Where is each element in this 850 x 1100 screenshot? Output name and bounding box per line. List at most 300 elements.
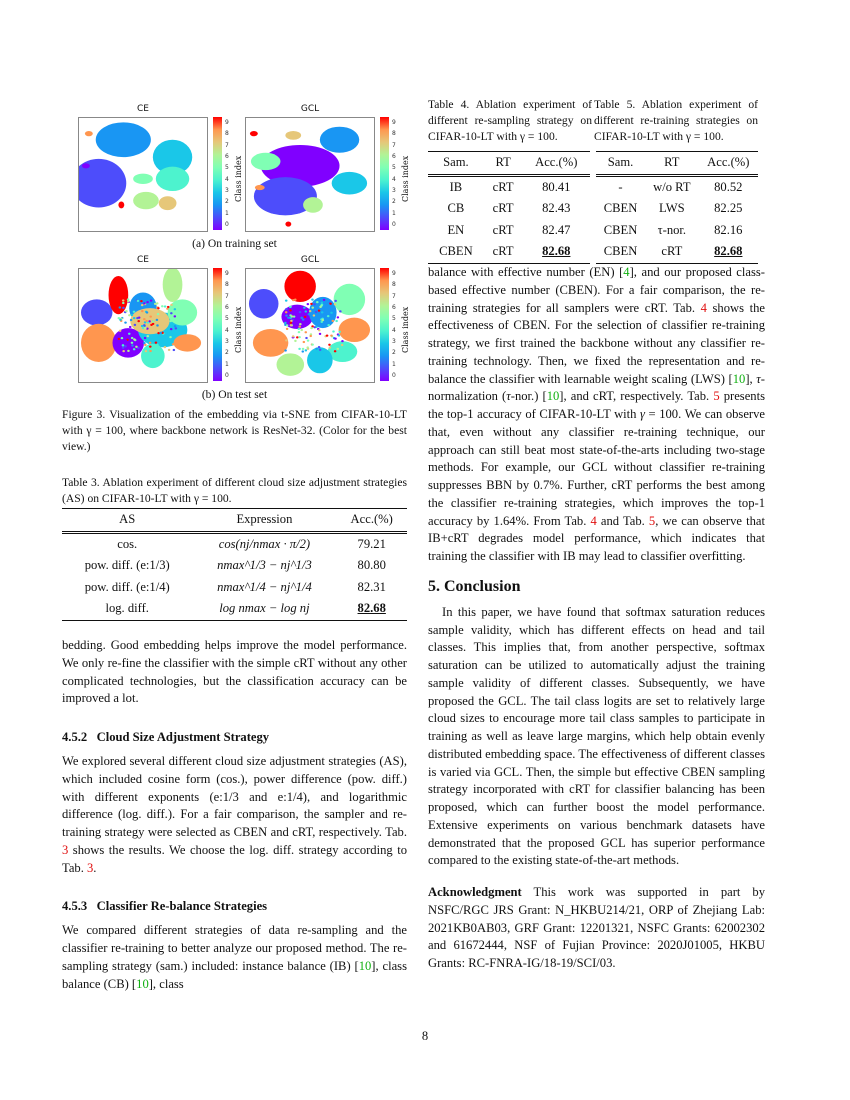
figure-3-caption: Figure 3. Visualization of the embedding via t-SNE from CIFAR-10-LT with γ = 100, where backbone network is ResNet-32. (Color for the best view.) xyxy=(62,408,407,454)
scatter-point xyxy=(309,335,312,337)
scatter-point xyxy=(149,350,152,352)
table-ref-link[interactable]: 3 xyxy=(87,860,94,875)
plot-title: GCL xyxy=(300,255,320,265)
subcaption-a: (a) On training set xyxy=(192,237,277,250)
class-cluster xyxy=(249,289,279,319)
citation-link[interactable]: 10 xyxy=(546,389,560,404)
scatter-point xyxy=(119,319,122,321)
cell-acc: 80.80 xyxy=(357,558,386,573)
scatter-point xyxy=(172,343,175,345)
scatter-point xyxy=(136,317,139,319)
citation-link[interactable]: 10 xyxy=(732,371,746,386)
class-cluster xyxy=(156,167,189,191)
scatter-point xyxy=(334,300,337,302)
scatter-point xyxy=(305,349,308,351)
scatter-point xyxy=(125,310,128,312)
scatter-point xyxy=(156,324,159,326)
scatter-point xyxy=(286,324,289,326)
scatter-point xyxy=(285,314,288,316)
plot-title: CE xyxy=(137,104,149,114)
scatter-point xyxy=(130,319,133,321)
scatter-point xyxy=(337,316,340,318)
scatter-point xyxy=(134,324,137,326)
scatter-point xyxy=(171,334,174,336)
scatter-point xyxy=(143,302,146,304)
class-cluster xyxy=(81,324,116,362)
colorbar-tick: 2 xyxy=(225,349,229,357)
scatter-point xyxy=(124,345,127,347)
scatter-point xyxy=(319,349,322,351)
colorbar-tick: 4 xyxy=(392,326,396,334)
table-header: Sam. xyxy=(443,155,469,170)
colorbar-tick: 0 xyxy=(225,220,229,228)
scatter-point xyxy=(341,344,344,346)
scatter-point xyxy=(154,303,157,305)
table-4 xyxy=(428,151,590,264)
right-column-text xyxy=(428,264,765,973)
class-cluster xyxy=(118,201,124,208)
scatter-point xyxy=(311,306,314,308)
scatter-point xyxy=(152,323,155,325)
scatter-point xyxy=(326,334,329,336)
scatter-point xyxy=(341,330,344,332)
table-cell: 82.68 xyxy=(542,244,571,259)
scatter-point xyxy=(157,332,160,334)
scatter-point xyxy=(310,303,313,305)
text-run: . xyxy=(93,860,97,875)
scatter-point xyxy=(335,320,338,322)
scatter-point xyxy=(334,337,337,339)
class-cluster xyxy=(334,284,366,315)
scatter-point xyxy=(332,330,335,332)
table-cell: 80.52 xyxy=(714,179,743,194)
colorbar-tick: 0 xyxy=(225,371,229,379)
scatter-point xyxy=(297,328,300,330)
table-cell: CBEN xyxy=(439,244,473,259)
scatter-point xyxy=(159,332,162,334)
table-row xyxy=(62,555,407,577)
scatter-point xyxy=(302,318,305,320)
colorbar-tick: 3 xyxy=(392,337,396,345)
class-cluster xyxy=(174,334,202,351)
colorbar-tick: 7 xyxy=(392,292,396,300)
scatter-point xyxy=(290,324,293,326)
scatter-point xyxy=(313,303,316,305)
table-3-header: Expression xyxy=(236,512,293,527)
scatter-point xyxy=(122,347,125,349)
colorbar-tick: 0 xyxy=(392,220,396,228)
colorbar-tick: 4 xyxy=(225,175,229,183)
class-cluster xyxy=(133,174,153,184)
scatter-point xyxy=(330,334,333,336)
scatter-point xyxy=(299,311,302,313)
scatter-point xyxy=(137,300,140,302)
scatter-point xyxy=(122,299,125,301)
scatter-point xyxy=(306,346,309,348)
scatter-point xyxy=(315,311,318,313)
scatter-point xyxy=(170,312,173,314)
section-heading-conclusion: 5. Conclusion xyxy=(428,577,521,595)
class-cluster xyxy=(85,131,93,136)
colorbar-tick: 8 xyxy=(225,130,229,138)
scatter-point xyxy=(329,303,332,305)
scatter-point xyxy=(285,339,288,341)
text-run: γ xyxy=(640,407,645,421)
citation-link[interactable]: 10 xyxy=(358,958,372,973)
table-4-caption: Table 4. Ablation experiment of different re-sampling strategy on CIFAR-10-LT with γ = 100. xyxy=(428,98,592,144)
text-run: ], class balance (CB) [ xyxy=(62,958,407,991)
scatter-point xyxy=(153,319,156,321)
scatter-point xyxy=(319,333,322,335)
scatter-point xyxy=(174,315,177,317)
cell-expression: log nmax − log nj xyxy=(219,601,310,616)
colorbar-tick: 8 xyxy=(392,130,396,138)
colorbar xyxy=(380,117,389,230)
table-ref-link[interactable]: 4 xyxy=(700,300,707,315)
table-cell: IB xyxy=(449,179,463,194)
scatter-point xyxy=(318,329,321,331)
scatter-point xyxy=(292,335,295,337)
scatter-point xyxy=(299,323,302,325)
cell-as: pow. diff. (e:1/3) xyxy=(84,558,170,573)
table-cell: CB xyxy=(447,201,465,216)
scatter-point xyxy=(147,321,150,323)
tsne-scatter-plot xyxy=(245,268,375,383)
text-run: bedding. Good embedding helps improve the model performance. We only re-fine the classifier with the simple cRT without any other complicated technologies, but the classification accuracy can be improved a lot. xyxy=(62,638,407,706)
scatter-point xyxy=(133,348,136,350)
table-3-caption: Table 3. Ablation experiment of different cloud size adjustment strategies (AS) on CIFAR-10-LT with γ = 100. xyxy=(62,476,407,506)
colorbar-tick: 4 xyxy=(392,175,396,183)
colorbar-tick: 9 xyxy=(225,270,229,278)
scatter-point xyxy=(302,348,305,350)
scatter-point xyxy=(338,331,341,333)
scatter-point xyxy=(174,325,177,327)
plot-title: GCL xyxy=(300,104,320,114)
scatter-point xyxy=(304,331,307,333)
paragraph xyxy=(62,637,407,708)
scatter-point xyxy=(327,315,330,317)
scatter-point xyxy=(122,350,125,352)
table-row xyxy=(62,598,407,620)
scatter-point xyxy=(155,342,158,344)
colorbar xyxy=(213,117,222,230)
text-run: In this paper, we have found that softmax saturation reduces sample validity, which has different effects on head and tail classes. This implies that, from another perspective, softmax saturation can be utilized to automatically adjust the training sample validity of different classes. Subsequently, we have proposed the GCL. The tail class logits are set to relatively large cloud sizes to encourage more tail class samples to participate in training as well as leave large margins, which help obtain evenly distributed embedding space. The effectiveness of different classes is varied via GCL. Then, the simple but effective CBEN sampling strategy incorporated with cRT for classifier balancing has been proposed, which can further boost the model performance. Extensive experiments on various benchmark datasets have demonstrated that the proposed GCL has superior performance compared to the existing state-of-the-art methods. xyxy=(428,604,765,868)
colorbar-tick: 5 xyxy=(392,315,396,323)
tsne-scatter-plot xyxy=(78,117,208,232)
table-ref-link[interactable]: 4 xyxy=(590,513,597,528)
scatter-point xyxy=(164,346,167,348)
scatter-point xyxy=(334,350,337,352)
subcaption-b: (b) On test set xyxy=(201,388,268,401)
table-cell: CBEN xyxy=(603,222,638,237)
scatter-point xyxy=(287,317,290,319)
scatter-point xyxy=(170,304,173,306)
colorbar-tick: 4 xyxy=(225,326,229,334)
class-cluster xyxy=(277,353,305,376)
table-header: RT xyxy=(495,155,511,170)
table-row xyxy=(62,577,407,599)
table-ref-link[interactable]: 3 xyxy=(62,842,69,857)
scatter-point xyxy=(146,301,149,303)
colorbar xyxy=(213,268,222,381)
cell-acc-best: 82.68 xyxy=(357,601,386,616)
table-cell: w/o RT xyxy=(653,179,691,194)
scatter-point xyxy=(173,349,176,351)
colorbar-tick: 6 xyxy=(225,153,229,161)
scatter-point xyxy=(131,314,134,316)
colorbar-label: Class index xyxy=(401,155,410,202)
scatter-point xyxy=(161,305,164,307)
scatter-point xyxy=(146,311,149,313)
scatter-point xyxy=(339,310,342,312)
table-cell: cRT xyxy=(492,244,514,259)
class-cluster xyxy=(253,329,288,357)
table-5 xyxy=(596,151,758,264)
table-3 xyxy=(62,508,407,621)
scatter-point xyxy=(127,300,130,302)
page-number: 8 xyxy=(421,1029,429,1043)
left-column-text xyxy=(62,637,407,993)
scatter-point xyxy=(298,326,301,328)
table-header: Acc.(%) xyxy=(707,155,750,170)
scatter-point xyxy=(290,322,293,324)
scatter-point xyxy=(287,312,290,314)
table-row xyxy=(596,198,758,220)
class-cluster xyxy=(133,192,159,209)
colorbar-label: Class index xyxy=(234,155,243,202)
scatter-point xyxy=(298,336,301,338)
scatter-point xyxy=(128,333,131,335)
table-5-caption: Table 5. Ablation experiment of different re-training strategies on CIFAR-10-LT with γ = 100. xyxy=(594,98,758,144)
table-ref-link[interactable]: 5 xyxy=(648,513,656,528)
scatter-point xyxy=(122,302,125,304)
section-heading-4-5-3: 4.5.3 Classifier Re-balance Strategies xyxy=(62,899,268,914)
scatter-point xyxy=(142,327,145,329)
colorbar-tick: 5 xyxy=(392,164,396,172)
cell-as: pow. diff. (e:1/4) xyxy=(84,579,170,594)
scatter-point xyxy=(285,300,288,302)
paragraph xyxy=(428,264,765,566)
scatter-point xyxy=(308,313,311,315)
scatter-point xyxy=(118,338,121,340)
scatter-point xyxy=(156,344,159,346)
scatter-point xyxy=(303,341,306,343)
class-cluster xyxy=(109,276,129,314)
scatter-point xyxy=(119,306,122,308)
table-row xyxy=(596,241,758,263)
text-run: shows the results. We choose the log. diff. strategy according to Tab. xyxy=(62,842,407,875)
scatter-point xyxy=(311,298,314,300)
scatter-point xyxy=(144,337,147,339)
scatter-point xyxy=(284,322,287,324)
scatter-point xyxy=(304,316,307,318)
scatter-point xyxy=(121,337,124,339)
scatter-point xyxy=(341,340,344,342)
scatter-point xyxy=(128,314,131,316)
table-cell: τ-nor. xyxy=(657,222,687,237)
scatter-point xyxy=(315,347,318,349)
text-run: -normalization ( xyxy=(428,371,765,404)
citation-link[interactable]: 10 xyxy=(136,976,149,991)
scatter-point xyxy=(305,337,308,339)
scatter-point xyxy=(300,329,303,331)
colorbar-tick: 5 xyxy=(225,164,229,172)
table-cell: cRT xyxy=(492,201,514,216)
scatter-point xyxy=(298,331,301,333)
scatter-point xyxy=(298,348,301,350)
scatter-point xyxy=(302,350,305,352)
class-cluster xyxy=(163,269,183,302)
scatter-point xyxy=(133,317,136,319)
colorbar-tick: 3 xyxy=(392,186,396,194)
paragraph xyxy=(62,753,407,877)
colorbar-tick: 1 xyxy=(225,209,229,217)
table-cell: CBEN xyxy=(603,244,638,259)
cell-expression: cos(nj/nmax · π/2) xyxy=(218,536,311,551)
class-cluster xyxy=(284,271,316,302)
colorbar-tick: 3 xyxy=(225,186,229,194)
colorbar-tick: 6 xyxy=(392,304,396,312)
acknowledgment xyxy=(428,884,765,973)
scatter-point xyxy=(124,321,127,323)
scatter-point xyxy=(286,328,289,330)
table-ref-link[interactable]: 5 xyxy=(713,389,720,404)
scatter-point xyxy=(332,320,335,322)
paragraph xyxy=(62,922,407,993)
citation-link[interactable]: 4 xyxy=(623,265,630,279)
text-run: balance with effective number (EN) [ xyxy=(428,265,624,279)
text-run: We explored several different cloud size adjustment strategies (AS), which included cosine form (cos.), power difference (pow. diff.) with different exponents (e:1/3 and e:1/4), and logarithmic difference (log. diff.). For a fair comparison, the sampler and re-training strategy were selected as CBEN and cRT, respectively. Tab. xyxy=(62,754,407,839)
scatter-point xyxy=(327,324,330,326)
scatter-point xyxy=(296,336,299,338)
table-header: Acc.(%) xyxy=(535,155,578,170)
scatter-point xyxy=(127,350,130,352)
scatter-point xyxy=(175,327,178,329)
text-run: ], and cRT, respectively. Tab. xyxy=(559,389,714,404)
text-run: ], xyxy=(745,371,757,386)
table-cell: 82.16 xyxy=(714,222,743,237)
tsne-scatter-plot xyxy=(245,117,375,232)
scatter-point xyxy=(161,339,164,341)
scatter-point xyxy=(289,306,292,308)
text-run: = 100. We can observe that, even without any classifier re-training technique, our approach can still beat most state-of-the-arts including two-stage methods. For example, our GCL without classifier re-training suppresses BBN by 0.7%. Further, cRT performs the best among the classifier re-training strategies, which improves the top-1 accuracy by 1.64%. From Tab. xyxy=(428,407,765,528)
text-run: and Tab. xyxy=(596,513,649,528)
scatter-point xyxy=(334,303,337,305)
scatter-point xyxy=(140,300,143,302)
paragraph xyxy=(428,604,765,870)
colorbar-tick: 2 xyxy=(392,198,396,206)
scatter-point xyxy=(322,319,325,321)
colorbar-tick: 8 xyxy=(225,281,229,289)
class-cluster xyxy=(320,127,359,153)
scatter-point xyxy=(330,312,333,314)
scatter-point xyxy=(309,310,312,312)
table-cell: 82.68 xyxy=(714,244,743,259)
colorbar-tick: 1 xyxy=(225,360,229,368)
scatter-point xyxy=(150,300,153,302)
scatter-point xyxy=(145,350,148,352)
table-3-header: AS xyxy=(119,512,136,527)
scatter-point xyxy=(141,304,144,306)
scatter-point xyxy=(157,307,160,309)
colorbar-tick: 7 xyxy=(392,141,396,149)
colorbar xyxy=(380,268,389,381)
scatter-point xyxy=(144,344,147,346)
class-cluster xyxy=(141,344,165,368)
cell-acc: 79.21 xyxy=(357,536,386,551)
tsne-scatter-plot xyxy=(78,268,208,383)
scatter-point xyxy=(131,337,134,339)
scatter-point xyxy=(164,305,167,307)
colorbar-tick: 1 xyxy=(392,360,396,368)
class-cluster xyxy=(285,221,291,226)
table-cell: 82.43 xyxy=(542,201,571,216)
table-3-header: Acc.(%) xyxy=(350,512,393,527)
colorbar-tick: 9 xyxy=(392,119,396,127)
table-row xyxy=(428,175,590,198)
scatter-point xyxy=(135,346,138,348)
cell-acc: 82.31 xyxy=(357,579,386,594)
scatter-point xyxy=(147,335,150,337)
scatter-point xyxy=(149,342,152,344)
scatter-point xyxy=(336,348,339,350)
scatter-point xyxy=(307,340,310,342)
class-cluster xyxy=(332,172,367,195)
table-row xyxy=(596,175,758,198)
scatter-point xyxy=(313,314,316,316)
scatter-point xyxy=(316,313,319,315)
acknowledgment-title: Acknowledgment xyxy=(428,885,522,899)
scatter-point xyxy=(285,308,288,310)
scatter-point xyxy=(303,307,306,309)
scatter-point xyxy=(316,301,319,303)
scatter-point xyxy=(159,335,162,337)
colorbar-tick: 9 xyxy=(225,119,229,127)
scatter-point xyxy=(169,336,172,338)
table-cell: 82.47 xyxy=(542,222,571,237)
scatter-point xyxy=(329,347,332,349)
text-run: -nor.) [ xyxy=(510,389,547,404)
table-cell: cRT xyxy=(661,244,683,259)
text-run: shows the effectiveness of CBEN. For the selection of classifier re-training strategy, we first trained the backbone without any classifier re-training technology. Then, we fixed the representation and re-balance the classifier with learnable weight scaling (LWS) [ xyxy=(428,300,765,386)
scatter-point xyxy=(318,346,321,348)
colorbar-label: Class index xyxy=(401,306,410,353)
text-run: ], and our proposed class-based effective number (CBEN). For a fair comparison, the re-training strategies for all samplers were cRT. Tab. xyxy=(428,265,765,315)
table-row xyxy=(596,220,758,242)
scatter-point xyxy=(328,344,331,346)
colorbar-tick: 6 xyxy=(225,304,229,312)
table-cell: CBEN xyxy=(603,201,638,216)
class-cluster xyxy=(159,196,177,210)
colorbar-tick: 6 xyxy=(392,153,396,161)
table-cell: cRT xyxy=(492,222,514,237)
scatter-point xyxy=(294,340,297,342)
scatter-point xyxy=(122,307,125,309)
colorbar-tick: 2 xyxy=(392,349,396,357)
cell-expression: nmax^1/3 − nj^1/3 xyxy=(217,558,312,573)
scatter-point xyxy=(320,305,323,307)
class-cluster xyxy=(96,122,151,157)
plot-title: CE xyxy=(137,255,149,265)
colorbar-label: Class index xyxy=(234,306,243,353)
class-cluster xyxy=(303,197,323,213)
colorbar-tick: 5 xyxy=(225,315,229,323)
text-run: ], class xyxy=(148,976,184,991)
scatter-point xyxy=(338,334,341,336)
table-cell: LWS xyxy=(659,201,685,216)
scatter-point xyxy=(170,328,173,330)
text-run: τ xyxy=(756,371,761,386)
